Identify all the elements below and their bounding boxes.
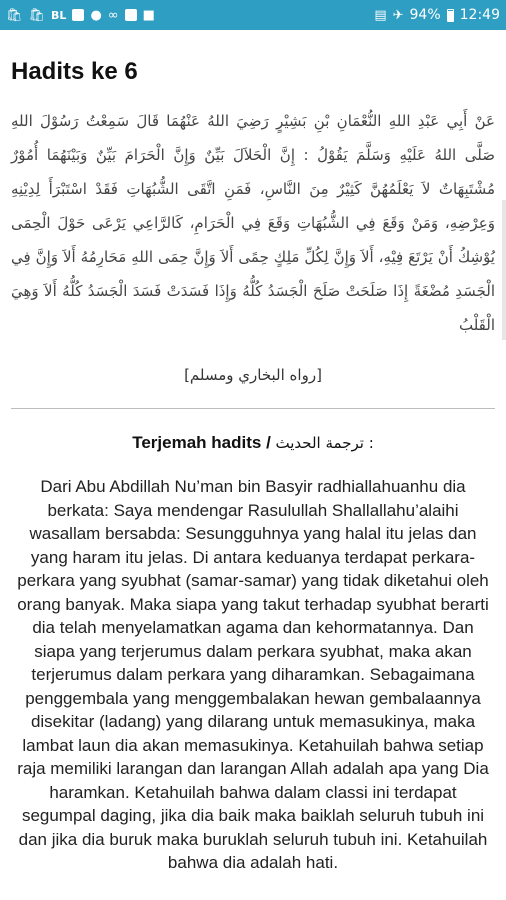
airplane-mode-icon: ✈ (392, 7, 404, 23)
bag-icon: 🛍 (6, 7, 23, 23)
wechat-icon: ● (90, 7, 102, 23)
translation-heading-arabic: ترجمة الحديث : (275, 434, 374, 452)
nfc-icon: ▤ (374, 7, 387, 23)
clock: 12:49 (459, 7, 500, 23)
arabic-hadith-text: عَنْ أَبِي عَبْدِ اللهِ النُّعْمَانِ بْنِ بَشِيْرٍ رَضِيَ اللهُ عَنْهُمَا قَالَ سَمِعْتُ رَسُوْلَ اللهِ صَلَّى اللهُ عَلَيْهِ وَسَلَّمَ يَقُوْلُ : إِنَّ الْحَلاَلَ بَيِّنٌ وَإِنَّ الْحَرَامَ بَيِّنٌ وَبَيْنَهُمَا أُمُوْرٌ مُشْتَبِهَاتٌ لاَ يَعْلَمُهُنَّ كَثِيْرٌ مِنَ النَّاسِ، فَمَنِ اتَّقَى الشُّبُهَاتِ فَقَدْ اسْتَبْرَأَ لِدِيْنِهِ وَعِرْضِهِ، وَمَنْ وَقَعَ فِي الشُّبُهَاتِ وَقَعَ فِي الْحَرَامِ، كَالرَّاعِي يَرْعَى حَوْلَ الْحِمَى يُوْشِكُ أَنْ يَرْتَعَ فِيْهِ، أَلاَ وَإِنَّ لِكُلِّ مَلِكٍ حِمًى أَلاَ وَإِنَّ حِمَى اللهِ مَحَارِمُهُ أَلاَ وَإِنَّ فِي الْجَسَدِ مُضْغَةً إِذَا صَلَحَتْ صَلَحَ الْجَسَدُ كُلُّهُ وَإِذَا فَسَدَتْ فَسَدَ الْجَسَدُ كُلُّهُ أَلاَ وَهِيَ الْقَلْبُ (11, 112, 495, 334)
translation-text: Dari Abu Abdillah Nu’man bin Basyir radhiallahuanhu dia berkata: Saya mendengar Rasulullah Shallallahu’alaihi wasallam bersabda: Sesungguhnya yang halal itu jelas dan yang haram itu jelas. Di antara keduanya terdapat perkara-perkara yang syubhat (samar-samar) yang tidak diketahui oleh orang banyak. Maka siapa yang takut terhadap syubhat berarti dia telah menyelamatkan agama dan kehormatannya. Dan siapa yang terjerumus dalam perkara syubhat, maka akan terjerumus dalam perkara yang diharamkan. Sebagaimana penggembala yang menggembalakan hewan gembalaannya disekitar (ladang) yang dilarang untuk memasukinya, maka lambat laun dia akan memasukinya. Ketahuilah bahwa setiap raja memiliki larangan dan larangan Allah adalah apa yang Dia haramkan. Ketahuilah bahwa dalam classi ini terdapat segumpal daging, jika dia baik maka baiklah seluruh tubuh ini dan jika dia buruk maka buruklah seluruh tubuh ini. Ketahuilah bahwa dia adalah hati. (17, 477, 489, 872)
system-icons (374, 7, 500, 23)
battery-icon (447, 9, 454, 22)
bag-icon: 🛍 (28, 7, 46, 23)
translation-heading-latin: Terjemah hadits / (132, 433, 271, 452)
translation-heading (11, 433, 495, 453)
page-title: Hadits ke 6 (11, 58, 138, 85)
chat-icon: ■ (142, 7, 155, 23)
hadith-content (0, 58, 506, 875)
divider (11, 408, 495, 409)
battery-percent: 94% (409, 7, 441, 23)
flipboard-icon (125, 9, 137, 21)
status-bar (0, 0, 506, 30)
voicemail-icon: ∞ (107, 7, 119, 23)
image-icon (72, 9, 84, 21)
bl-icon: BL (51, 8, 67, 22)
notification-icons (6, 9, 155, 22)
scroll-edge (502, 200, 506, 340)
riwayat-text: [رواه البخاري ومسلم] (184, 366, 322, 384)
